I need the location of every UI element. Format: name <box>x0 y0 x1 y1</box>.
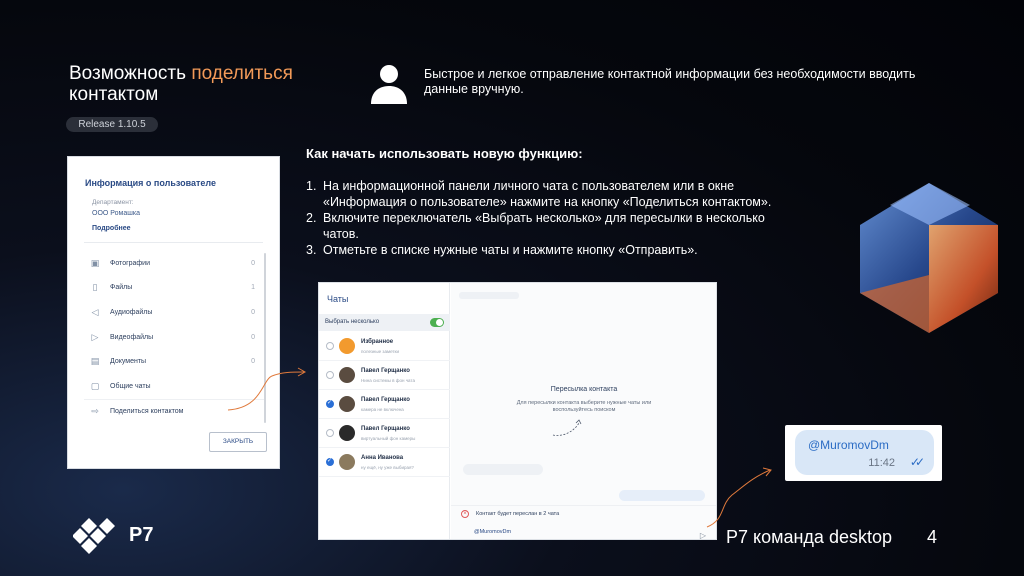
chat-list-pane <box>319 283 450 540</box>
audio-icon: ◁ <box>91 306 99 317</box>
faded-message <box>463 464 543 475</box>
chat-row[interactable]: Избранное полезные заметки <box>319 332 450 361</box>
chat-checkbox[interactable] <box>326 429 334 437</box>
footer-team: P7 команда desktop <box>726 527 892 547</box>
step-item: 3. Отметьте в списке нужные чаты и нажмите кнопку «Отправить». <box>306 243 698 257</box>
chat-checkbox[interactable] <box>326 371 334 379</box>
message-preview <box>785 425 942 481</box>
favorites-avatar <box>339 338 355 354</box>
company-name: ООО Ромашка <box>92 210 140 217</box>
user-info-header: Информация о пользователе <box>85 178 217 188</box>
contact-nick[interactable]: @MuromovDm <box>808 438 889 452</box>
release-badge: Release 1.10.5 <box>66 117 158 132</box>
share-contact-button[interactable]: ⇨ Поделиться контактом <box>84 399 265 424</box>
scrollbar[interactable] <box>264 253 266 423</box>
step-item: 1. На информационной панели личного чата с пользователем или в окне «Информация о пользователе» нажмите на кнопку «Поделиться контактом». <box>306 178 796 210</box>
divider <box>84 242 263 243</box>
department-label: Департамент: <box>92 199 134 206</box>
multi-select-row[interactable]: Выбрать несколько <box>319 314 450 331</box>
document-icon: ▤ <box>90 356 100 367</box>
feature-description: Быстрое и легкое отправление контактной информации без необходимости вводить данные вручную. <box>424 67 916 96</box>
close-button[interactable]: ЗАКРЫТЬ <box>209 432 267 452</box>
user-info-panel <box>67 156 280 469</box>
step-item: 2. Включите переключатель «Выбрать несколько» для пересылки в несколько чатов. <box>306 210 796 242</box>
arrow-head <box>763 468 771 476</box>
page-number: 4 <box>927 527 938 547</box>
chat-checkbox[interactable] <box>326 342 334 350</box>
list-item-common-chats[interactable]: ▢ Общие чаты <box>84 374 265 399</box>
list-item-audio[interactable]: ◁ Аудиофайлы 0 <box>84 300 265 325</box>
chats-title: Чаты <box>327 294 349 304</box>
curved-arrow-icon <box>551 417 591 439</box>
forward-title: Пересылка контакта <box>550 386 618 393</box>
message-input[interactable]: @MuromovDm ▷ <box>451 523 717 540</box>
list-item-documents[interactable]: ▤ Документы 0 <box>84 349 265 374</box>
chat-row[interactable]: ✓ Павел Герщанко камера не включена <box>319 390 450 419</box>
step-text: Отметьте в списке нужные чаты и нажмите кнопку «Отправить». <box>323 243 698 257</box>
file-icon: ▯ <box>92 282 98 293</box>
chat-checkbox-checked[interactable] <box>326 458 334 466</box>
list-item-files[interactable]: ▯ Файлы 1 <box>84 276 265 301</box>
howto-title: Как начать использовать новую функцию: <box>306 146 583 161</box>
faded-message <box>619 490 705 501</box>
title-part2: контактом <box>69 84 159 105</box>
step-text: Включите переключатель «Выбрать несколько» для пересылки в несколько чатов. <box>323 211 765 241</box>
title-part1: Возможность <box>69 63 192 84</box>
logo-text: Р7 <box>129 524 154 546</box>
chat-forward-panel <box>318 282 717 540</box>
share-icon: ⇨ <box>91 405 99 416</box>
faded-header <box>459 292 519 299</box>
title-accent: поделиться <box>191 63 293 84</box>
message-bubble <box>795 430 934 475</box>
video-icon: ▷ <box>91 331 99 342</box>
photo-icon: ▣ <box>90 257 100 268</box>
p7-logo-icon <box>73 516 123 556</box>
read-checks-icon: ✓✓ <box>909 455 920 469</box>
cancel-icon[interactable]: × <box>461 510 469 518</box>
person-icon <box>368 63 410 105</box>
forward-description: Для пересылки контакта выберите нужные чаты или воспользуйтесь поиском <box>516 400 652 413</box>
more-link[interactable]: Подробнее <box>92 225 131 232</box>
multi-select-toggle[interactable] <box>430 318 444 327</box>
steps-list <box>306 178 796 258</box>
chats-icon: ▢ <box>90 380 100 391</box>
chat-checkbox-checked[interactable] <box>326 400 334 408</box>
avatar <box>339 396 355 412</box>
forward-notice: × Контакт будет переслан в 2 чата <box>451 505 717 521</box>
chat-row[interactable]: Павел Герщанко виртуальный фон камеры <box>319 419 450 448</box>
media-list <box>84 251 265 423</box>
decorative-gem-image <box>850 175 1008 340</box>
avatar <box>339 454 355 470</box>
list-item-photos[interactable]: ▣ Фотографии 0 <box>84 251 265 276</box>
list-item-video[interactable]: ▷ Видеофайлы 0 <box>84 325 265 350</box>
avatar <box>339 367 355 383</box>
chat-row[interactable]: ✓ Анна Иванова ну ещё, ну уже выбирая? <box>319 448 450 477</box>
send-icon[interactable]: ▷ <box>699 531 706 540</box>
arrow-head <box>298 368 305 376</box>
chat-row[interactable]: Павел Герщанко Нина системы в фон чата <box>319 361 450 390</box>
slide-title <box>69 63 293 105</box>
avatar <box>339 425 355 441</box>
forward-pane <box>451 283 717 540</box>
message-time: 11:42 <box>868 457 895 469</box>
step-text: На информационной панели личного чата с пользователем или в окне «Информация о пользователе» нажмите на кнопку «Поделиться контактом». <box>323 179 772 209</box>
